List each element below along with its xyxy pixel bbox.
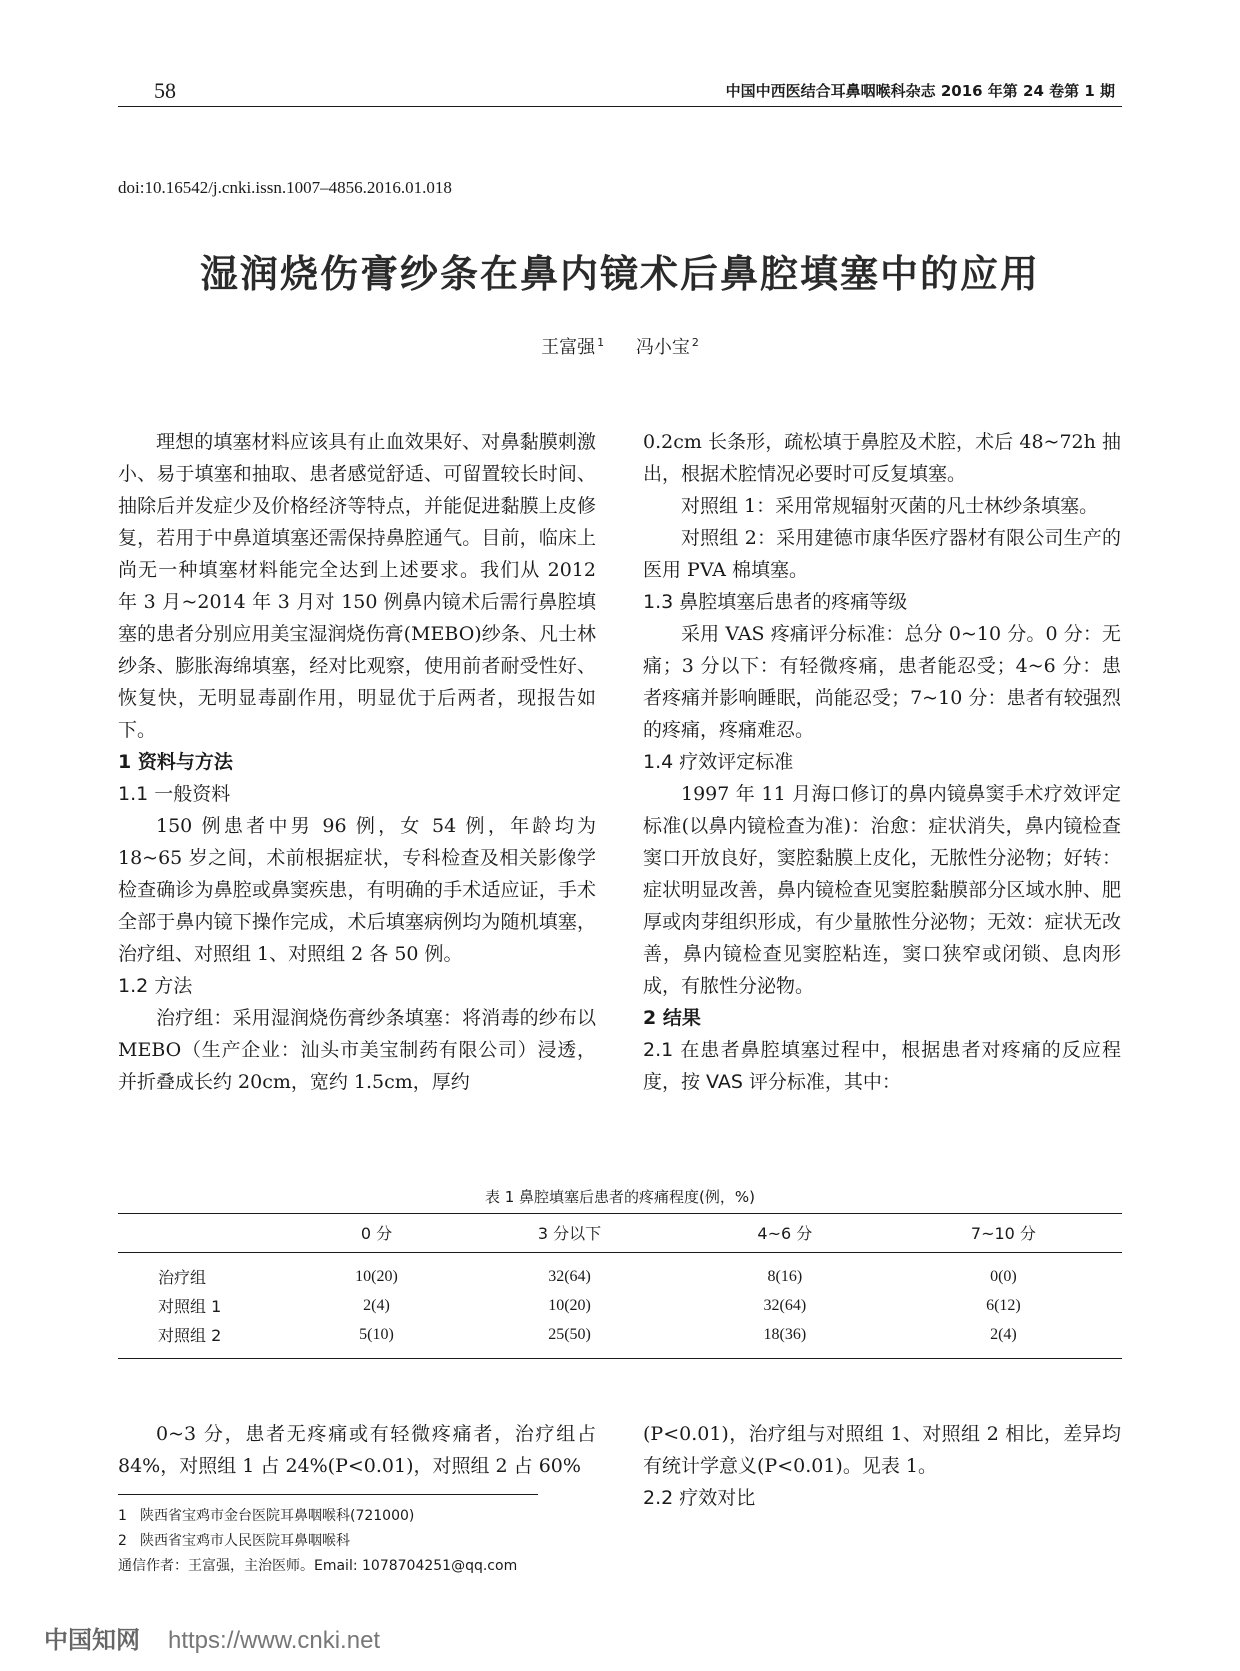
cnki-watermark [44,1620,380,1655]
body-paragraph: 对照组 1：采用常规辐射灭菌的凡士林纱条填塞。 [681,495,1099,517]
watermark-brand: 中国知网 [44,1627,140,1654]
subsection-heading: 2.2 疗效对比 [643,1487,756,1509]
table-header-cell [118,1214,299,1253]
right-column [643,426,1121,1098]
section-heading: 1 资料与方法 [118,751,233,773]
table-cell: 10(20) [355,1267,398,1285]
table-header-cell: 7~10 分 [885,1214,1122,1253]
table-row [118,1253,1122,1292]
footnote-text: 陕西省宝鸡市金台医院耳鼻咽喉科(721000) [140,1508,415,1524]
table-header-cell: 0 分 [299,1214,454,1253]
paper-title: 湿润烧伤膏纱条在鼻内镜术后鼻腔填塞中的应用 [199,252,1040,296]
row-label: 对照组 1 [158,1297,222,1316]
journal-header: 中国中西医结合耳鼻咽喉科杂志 2016 年第 24 卷第 1 期 [725,82,1115,100]
author-name: 王富强 [541,337,596,358]
footnotes [118,1504,517,1579]
body-paragraph: 150 例患者中男 96 例，女 54 例，年龄均为 18~65 岁之间，术前根据症状，专科检查及相关影像学检查确诊为鼻腔或鼻窦疾患，有明确的手术适应证，手术全部于鼻内镜下操作完成，术后填塞病例均为随机填塞，治疗组、对照组 1、对照组 2 各 50 例。 [118,815,596,965]
table-cell: 8(16) [767,1267,803,1285]
table-header-cell: 4~6 分 [685,1214,885,1253]
footnote [118,1504,517,1529]
body-paragraph: 1997 年 11 月海口修订的鼻内镜鼻窦手术疗效评定标准(以鼻内镜检查为准)：治愈：症状消失，鼻内镜检查窦口开放良好，窦腔黏膜上皮化，无脓性分泌物；好转：症状明显改善，鼻内镜检查见窦腔黏膜部分区域水肿、肥厚或肉芽组织形成，有少量脓性分泌物；无效：症状无改善，鼻内镜检查见窦腔粘连，窦口狭窄或闭锁、息肉形成，有脓性分泌物。 [643,783,1121,997]
table-row [118,1320,1122,1359]
table-caption: 表 1 鼻腔填塞后患者的疼痛程度(例，%) [484,1188,756,1206]
row-label: 对照组 2 [118,1320,299,1359]
footnote-text: 陕西省宝鸡市人民医院耳鼻咽喉科 [140,1533,350,1549]
table-header-row [118,1214,1122,1253]
footnote-text: 通信作者：王富强，主治医师。Email: 1078704251@qq.com [118,1558,518,1574]
left-column [118,426,596,1098]
footnote [118,1554,517,1579]
table-cell: 10(20) [548,1296,591,1314]
body-paragraph: (P<0.01)，治疗组与对照组 1、对照组 2 相比，差异均有统计学意义(P<0.01)。见表 1。 [643,1423,1121,1477]
intro-paragraph: 理想的填塞材料应该具有止血效果好、对鼻黏膜刺激小、易于填塞和抽取、患者感觉舒适、可留置较长时间、抽除后并发症少及价格经济等特点，并能促进黏膜上皮修复，若用于中鼻道填塞还需保持鼻腔通气。目前，临床上尚无一种填塞材料能完全达到上述要求。我们从 2012 年 3 月~2014 年 3 月对 150 例鼻内镜术后需行鼻腔填塞的患者分别应用美宝湿润烧伤膏(MEBO)纱条、凡士林纱条、膨胀海绵填塞，经对比观察，使用前者耐受性好、恢复快，无明显毒副作用，明显优于后两者，现报告如下。 [118,431,596,741]
subsection-heading: 1.1 一般资料 [118,783,231,805]
body-paragraph: 治疗组：采用湿润烧伤膏纱条填塞：将消毒的纱布以 MEBO（生产企业：汕头市美宝制药有限公司）浸透，并折叠成长约 20cm，宽约 1.5cm，厚约 [118,1007,596,1093]
author [636,337,699,358]
table-cell: 32(64) [763,1296,807,1314]
row-label: 治疗组 [158,1268,207,1287]
author-affiliation-mark: 2 [691,336,699,349]
table-cell: 6(12) [986,1296,1021,1314]
table-cell: 0(0) [990,1267,1017,1285]
table-header-cell: 3 分以下 [454,1214,685,1253]
results-table [118,1213,1122,1359]
footnote [118,1529,517,1554]
page-number: 58 [154,78,176,103]
table-cell: 2(4) [363,1296,390,1314]
subsection-heading: 1.3 鼻腔填塞后患者的疼痛等级 [643,591,908,613]
body-paragraph: 采用 VAS 疼痛评分标准：总分 0~10 分。0 分：无痛；3 分以下：有轻微疼痛，患者能忍受；4~6 分：患者疼痛并影响睡眠，尚能忍受；7~10 分：患者有较强烈的疼痛，疼痛难忍。 [643,623,1121,741]
author-affiliation-mark: 1 [597,336,605,349]
doi: doi:10.16542/j.cnki.issn.1007–4856.2016.01.018 [118,178,452,197]
author [541,337,604,358]
results-table-block [118,1186,1122,1359]
subsection-paragraph: 2.1 在患者鼻腔填塞过程中，根据患者对疼痛的反应程度，按 VAS 评分标准，其中： [643,1039,1121,1093]
body-paragraph: 对照组 2：采用建德市康华医疗器材有限公司生产的医用 PVA 棉填塞。 [643,527,1121,581]
section-heading: 2 结果 [643,1007,701,1029]
table-cell: 25(50) [454,1320,685,1359]
after-table-right [643,1418,1121,1514]
header-rule [118,106,1122,107]
footnote-rule [118,1494,538,1495]
author-name: 冯小宝 [635,337,690,358]
table-cell: 2(4) [885,1320,1122,1359]
table-row [118,1291,1122,1320]
table-cell: 18(36) [685,1320,885,1359]
watermark-url: https://www.cnki.net [168,1627,381,1654]
footnote-number: 2 [118,1533,127,1549]
footnote-number: 1 [118,1508,127,1524]
table-cell: 32(64) [548,1267,591,1285]
subsection-heading: 1.4 疗效评定标准 [643,751,794,773]
after-table-left [118,1418,596,1482]
table-cell: 5(10) [299,1320,454,1359]
body-paragraph: 0.2cm 长条形，疏松填于鼻腔及术腔，术后 48~72h 抽出，根据术腔情况必要时可反复填塞。 [643,431,1121,485]
author-list [0,333,1240,359]
body-paragraph: 0~3 分，患者无疼痛或有轻微疼痛者，治疗组占 84%，对照组 1 占 24%(P<0.01)，对照组 2 占 60% [118,1423,596,1477]
subsection-heading: 1.2 方法 [118,975,193,997]
